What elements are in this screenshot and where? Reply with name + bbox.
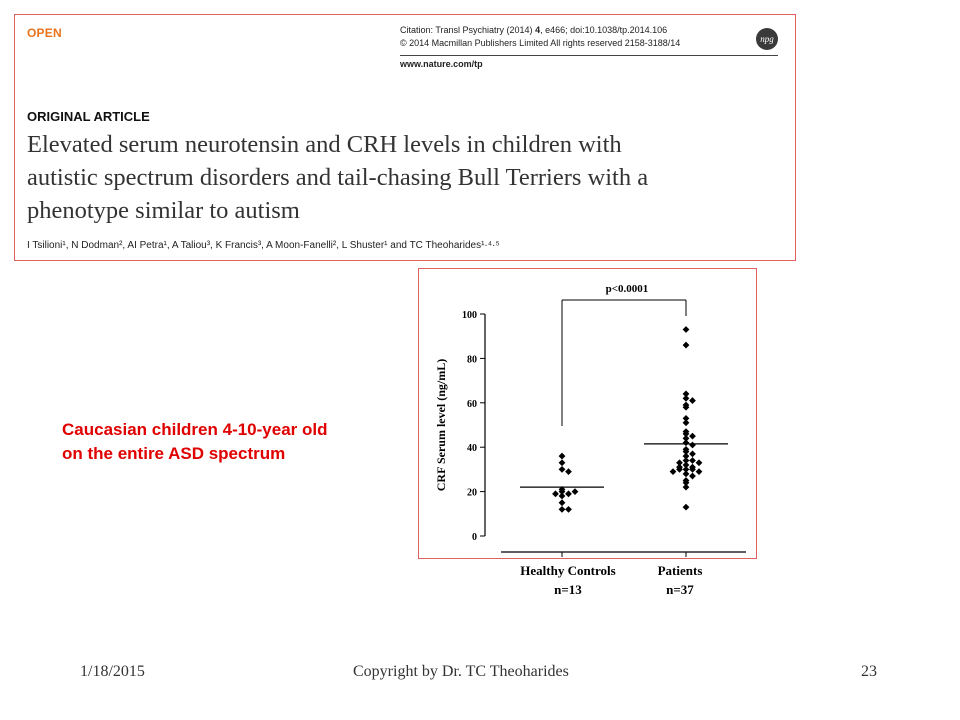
caption-line-2: on the entire ASD spectrum	[62, 444, 286, 463]
data-point	[683, 419, 690, 426]
data-point	[683, 484, 690, 491]
data-point	[689, 450, 696, 457]
data-point	[689, 457, 696, 464]
group-healthy-controls	[520, 453, 616, 597]
y-tick-label: 100	[462, 310, 477, 321]
data-point	[683, 395, 690, 402]
data-point	[683, 470, 690, 477]
paper-authors: I Tsilioni¹, N Dodman², AI Petra¹, A Taliou³, K Francis³, A Moon-Fanelli², L Shuster¹ and TC Theoharides¹·⁴·⁵	[27, 240, 500, 251]
data-point	[559, 493, 566, 500]
citation-line-2: © 2014 Macmillan Publishers Limited All rights reserved 2158-3188/14	[400, 38, 681, 48]
significance-label: p<0.0001	[605, 283, 649, 295]
data-point	[559, 466, 566, 473]
article-type: ORIGINAL ARTICLE	[27, 109, 150, 124]
data-point	[683, 342, 690, 349]
citation-doi: , e466; doi:10.1038/tp.2014.106	[540, 25, 668, 35]
data-point	[565, 490, 572, 497]
group-label: Healthy Controls	[520, 563, 616, 578]
y-tick-label: 80	[467, 354, 477, 366]
y-tick-label: 40	[467, 443, 477, 455]
data-point	[683, 326, 690, 333]
data-point	[572, 488, 579, 495]
data-point	[683, 504, 690, 511]
footer-page-number: 23	[861, 663, 877, 680]
citation-journal: Citation: Transl Psychiatry (2014)	[400, 25, 536, 35]
paper-title-line-2: autistic spectrum disorders and tail-chasing Bull Terriers with a	[27, 164, 649, 191]
npg-logo: npg	[756, 28, 778, 50]
data-point	[565, 468, 572, 475]
citation-volume: 4	[535, 25, 541, 35]
caption-line-1: Caucasian children 4-10-year old	[62, 420, 328, 439]
data-point	[689, 433, 696, 440]
footer-date: 1/18/2015	[80, 663, 145, 680]
paper-title-line-3: phenotype similar to autism	[27, 197, 300, 224]
data-point	[559, 459, 566, 466]
data-point	[559, 499, 566, 506]
data-point	[559, 453, 566, 460]
data-point	[559, 506, 566, 513]
data-point	[552, 490, 559, 497]
data-point	[689, 397, 696, 404]
data-point	[670, 468, 677, 475]
group-n-label: n=37	[666, 582, 694, 597]
data-point	[689, 473, 696, 480]
open-access-label: OPEN	[27, 26, 62, 40]
y-tick-label: 60	[467, 398, 477, 410]
paper-title-line-1: Elevated serum neurotensin and CRH levels in children with	[27, 131, 622, 158]
y-tick-label: 20	[467, 487, 477, 499]
group-label: Patients	[657, 563, 703, 578]
data-point	[565, 506, 572, 513]
data-point	[696, 459, 703, 466]
data-point	[689, 442, 696, 449]
journal-website: www.nature.com/tp	[400, 59, 483, 69]
y-tick-label: 0	[472, 532, 477, 543]
group-patients	[644, 326, 728, 597]
data-point	[683, 439, 690, 446]
footer-copyright: Copyright by Dr. TC Theoharides	[353, 663, 569, 680]
group-n-label: n=13	[554, 582, 582, 597]
y-axis-label: CRF Serum level (ng/mL)	[434, 358, 448, 492]
data-point	[696, 468, 703, 475]
